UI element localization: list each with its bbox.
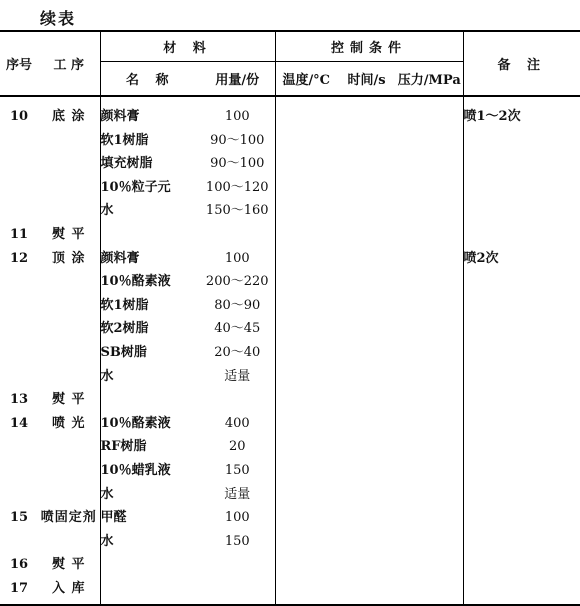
cell-remark: [463, 365, 580, 389]
cell-process: [38, 270, 100, 294]
cell-material: [100, 577, 200, 606]
cell-pressure: [396, 365, 463, 389]
cell-time: [337, 96, 396, 129]
cell-temperature: [275, 388, 337, 412]
cell-seq: [0, 270, 38, 294]
table-row: [0, 388, 580, 412]
table-row: [0, 176, 580, 200]
cell-process: 底 涂: [51, 109, 86, 124]
cell-process: 喷固定剂: [40, 510, 97, 526]
cell-amount: 150: [224, 533, 250, 549]
cell-remark: [463, 506, 580, 530]
cell-amount: [200, 388, 275, 412]
table-row: [0, 577, 580, 606]
cell-process: [38, 152, 100, 176]
cell-amount: 适量: [224, 368, 251, 384]
cell-pressure: [396, 317, 463, 341]
table-row: [0, 270, 580, 294]
header-material-amount: 用量/份: [200, 62, 275, 97]
cell-remark: [463, 152, 580, 176]
cell-pressure: [396, 530, 463, 554]
cell-amount: 150～160: [205, 203, 269, 219]
cell-remark: [463, 317, 580, 341]
cell-time: [337, 435, 396, 459]
cell-seq: [0, 459, 38, 483]
table-row: [0, 530, 580, 554]
cell-temperature: [275, 199, 337, 223]
cell-material: 软1树脂: [100, 294, 200, 318]
cell-seq: 15: [9, 510, 29, 526]
cell-process: [38, 176, 100, 200]
header-pressure: 压力/MPa: [396, 62, 463, 97]
header-conditions: 控制条件: [275, 31, 463, 62]
cell-amount: 90～100: [210, 132, 265, 148]
cell-time: [337, 152, 396, 176]
cell-time: [337, 129, 396, 153]
cell-time: [337, 199, 396, 223]
cell-process: 熨 平: [51, 557, 86, 573]
table-row: [0, 96, 580, 129]
cell-material: 填充树脂: [100, 152, 200, 176]
cell-material: 10％蜡乳液: [100, 459, 200, 483]
cell-remark: [463, 412, 580, 436]
cell-material: 水: [100, 530, 200, 554]
cell-amount: 100: [224, 510, 250, 526]
cell-amount: 200～220: [205, 274, 269, 290]
cell-material: 软1树脂: [100, 129, 200, 153]
table-row: [0, 317, 580, 341]
cell-process: [38, 530, 100, 554]
cell-temperature: [275, 270, 337, 294]
cell-time: [337, 270, 396, 294]
cell-material: 颜料膏: [100, 247, 200, 271]
cell-time: [337, 459, 396, 483]
cell-process: 熨 平: [51, 392, 86, 408]
header-material-name: 名 称: [100, 62, 200, 97]
cell-seq: 17: [0, 577, 38, 606]
cell-material: 颜料膏: [100, 96, 200, 129]
cell-material: 甲醛: [100, 506, 200, 530]
cell-temperature: [275, 96, 337, 129]
cell-temperature: [275, 341, 337, 365]
cell-seq: [0, 483, 38, 507]
cell-process: [38, 341, 100, 365]
cell-temperature: [275, 506, 337, 530]
cell-temperature: [275, 483, 337, 507]
cell-amount: 400: [224, 415, 250, 431]
cell-amount: 100: [224, 250, 250, 266]
cell-pressure: [396, 435, 463, 459]
table-row: [0, 553, 580, 577]
cell-pressure: [396, 96, 463, 129]
cell-seq: 13: [9, 392, 29, 408]
cell-material: [100, 388, 200, 412]
cell-material: RF树脂: [100, 435, 200, 459]
cell-remark: [463, 530, 580, 554]
cell-temperature: [275, 553, 337, 577]
cell-amount: 40～45: [214, 321, 261, 337]
cell-temperature: [275, 577, 337, 606]
cell-process: [38, 129, 100, 153]
table-row: [0, 435, 580, 459]
cell-pressure: [396, 270, 463, 294]
cell-pressure: [396, 553, 463, 577]
table-row: [0, 199, 580, 223]
cell-remark: [463, 577, 580, 606]
cell-material: [100, 223, 200, 247]
cell-pressure: [396, 294, 463, 318]
cell-amount: 80～90: [214, 297, 261, 313]
cell-temperature: [275, 152, 337, 176]
cell-seq: [0, 199, 38, 223]
cell-seq: [0, 294, 38, 318]
cell-seq: [0, 365, 38, 389]
cell-amount: 100～120: [205, 179, 269, 195]
table-row: [0, 365, 580, 389]
cell-remark: 喷1～2次: [463, 96, 580, 129]
cell-time: [337, 317, 396, 341]
cell-pressure: [396, 506, 463, 530]
cell-remark: [463, 129, 580, 153]
table-row: [0, 152, 580, 176]
header-materials: 材 料: [100, 31, 275, 62]
cell-process: [38, 483, 100, 507]
cell-pressure: [396, 129, 463, 153]
cell-time: [337, 365, 396, 389]
cell-pressure: [396, 341, 463, 365]
cell-pressure: [396, 247, 463, 271]
table-row: [0, 412, 580, 436]
cell-amount: 20～40: [214, 344, 261, 360]
cell-pressure: [396, 176, 463, 200]
cell-time: [337, 176, 396, 200]
cell-pressure: [396, 412, 463, 436]
cell-pressure: [396, 152, 463, 176]
table-row: [0, 459, 580, 483]
cell-process: [38, 199, 100, 223]
cell-amount: [200, 553, 275, 577]
cell-process: [38, 365, 100, 389]
cell-material: [100, 553, 200, 577]
cell-seq: [0, 435, 38, 459]
cell-material: 水: [100, 199, 200, 223]
cell-pressure: [396, 577, 463, 606]
cell-material: 10％粒子元: [100, 176, 200, 200]
cell-time: [337, 506, 396, 530]
cell-seq: [0, 341, 38, 365]
cell-pressure: [396, 199, 463, 223]
cell-seq: [0, 129, 38, 153]
cell-process: [38, 317, 100, 341]
cell-remark: [463, 270, 580, 294]
table-caption: 续表: [40, 9, 77, 28]
cell-seq: [0, 152, 38, 176]
cell-time: [337, 294, 396, 318]
cell-material: 10％酪素液: [100, 270, 200, 294]
cell-remark: [463, 435, 580, 459]
cell-temperature: [275, 365, 337, 389]
cell-pressure: [396, 388, 463, 412]
cell-time: [337, 577, 396, 606]
cell-temperature: [275, 223, 337, 247]
cell-temperature: [275, 435, 337, 459]
cell-pressure: [396, 223, 463, 247]
cell-temperature: [275, 317, 337, 341]
cell-seq: 11: [9, 226, 29, 242]
cell-remark: [463, 341, 580, 365]
cell-amount: 100: [224, 109, 250, 124]
cell-time: [337, 247, 396, 271]
cell-remark: [463, 459, 580, 483]
cell-temperature: [275, 530, 337, 554]
cell-remark: 喷2次: [463, 247, 580, 271]
cell-seq: [0, 176, 38, 200]
cell-remark: [463, 223, 580, 247]
header-remarks: 备 注: [463, 31, 580, 96]
table-body: [0, 96, 580, 605]
cell-process: 熨 平: [51, 226, 86, 242]
cell-temperature: [275, 176, 337, 200]
cell-temperature: [275, 412, 337, 436]
cell-amount: 适量: [224, 486, 251, 502]
table-row: [0, 247, 580, 271]
cell-temperature: [275, 294, 337, 318]
cell-material: 软2树脂: [100, 317, 200, 341]
cell-amount: [200, 223, 275, 247]
cell-seq: [0, 530, 38, 554]
cell-amount: 150: [224, 462, 250, 478]
cell-remark: [463, 483, 580, 507]
cell-time: [337, 483, 396, 507]
cell-process: 喷 光: [51, 415, 86, 431]
cell-time: [337, 388, 396, 412]
header-time: 时间/s: [337, 62, 396, 97]
cell-process: [38, 435, 100, 459]
cell-time: [337, 412, 396, 436]
cell-temperature: [275, 129, 337, 153]
table-row: [0, 294, 580, 318]
table-row: [0, 341, 580, 365]
cell-time: [337, 530, 396, 554]
cell-remark: [463, 388, 580, 412]
cell-seq: [0, 317, 38, 341]
table-row: [0, 483, 580, 507]
cell-remark: [463, 294, 580, 318]
cell-temperature: [275, 459, 337, 483]
cell-temperature: [275, 247, 337, 271]
process-table: [0, 30, 580, 606]
cell-time: [337, 341, 396, 365]
cell-time: [337, 223, 396, 247]
cell-process: [38, 294, 100, 318]
cell-seq: 12: [9, 250, 29, 266]
cell-amount: 20: [228, 439, 246, 455]
cell-seq: 14: [9, 415, 29, 431]
header-seq: 序号: [0, 31, 38, 96]
cell-amount: 90～100: [210, 156, 265, 172]
cell-material: 水: [100, 365, 200, 389]
table-row: [0, 129, 580, 153]
header-process: 工 序: [38, 31, 100, 96]
cell-process: 顶 涂: [51, 250, 86, 266]
header-temperature: 温度/°C: [275, 62, 337, 97]
cell-remark: [463, 176, 580, 200]
cell-material: SB树脂: [100, 341, 200, 365]
table-row: [0, 223, 580, 247]
cell-remark: [463, 199, 580, 223]
cell-remark: [463, 553, 580, 577]
cell-seq: 10: [9, 109, 29, 124]
cell-material: 10％酪素液: [100, 412, 200, 436]
cell-process: 入 库: [38, 577, 100, 606]
table-row: [0, 506, 580, 530]
cell-process: [38, 459, 100, 483]
cell-seq: 16: [9, 557, 29, 573]
cell-time: [337, 553, 396, 577]
cell-amount: [200, 577, 275, 606]
cell-pressure: [396, 483, 463, 507]
cell-material: 水: [100, 483, 200, 507]
cell-pressure: [396, 459, 463, 483]
